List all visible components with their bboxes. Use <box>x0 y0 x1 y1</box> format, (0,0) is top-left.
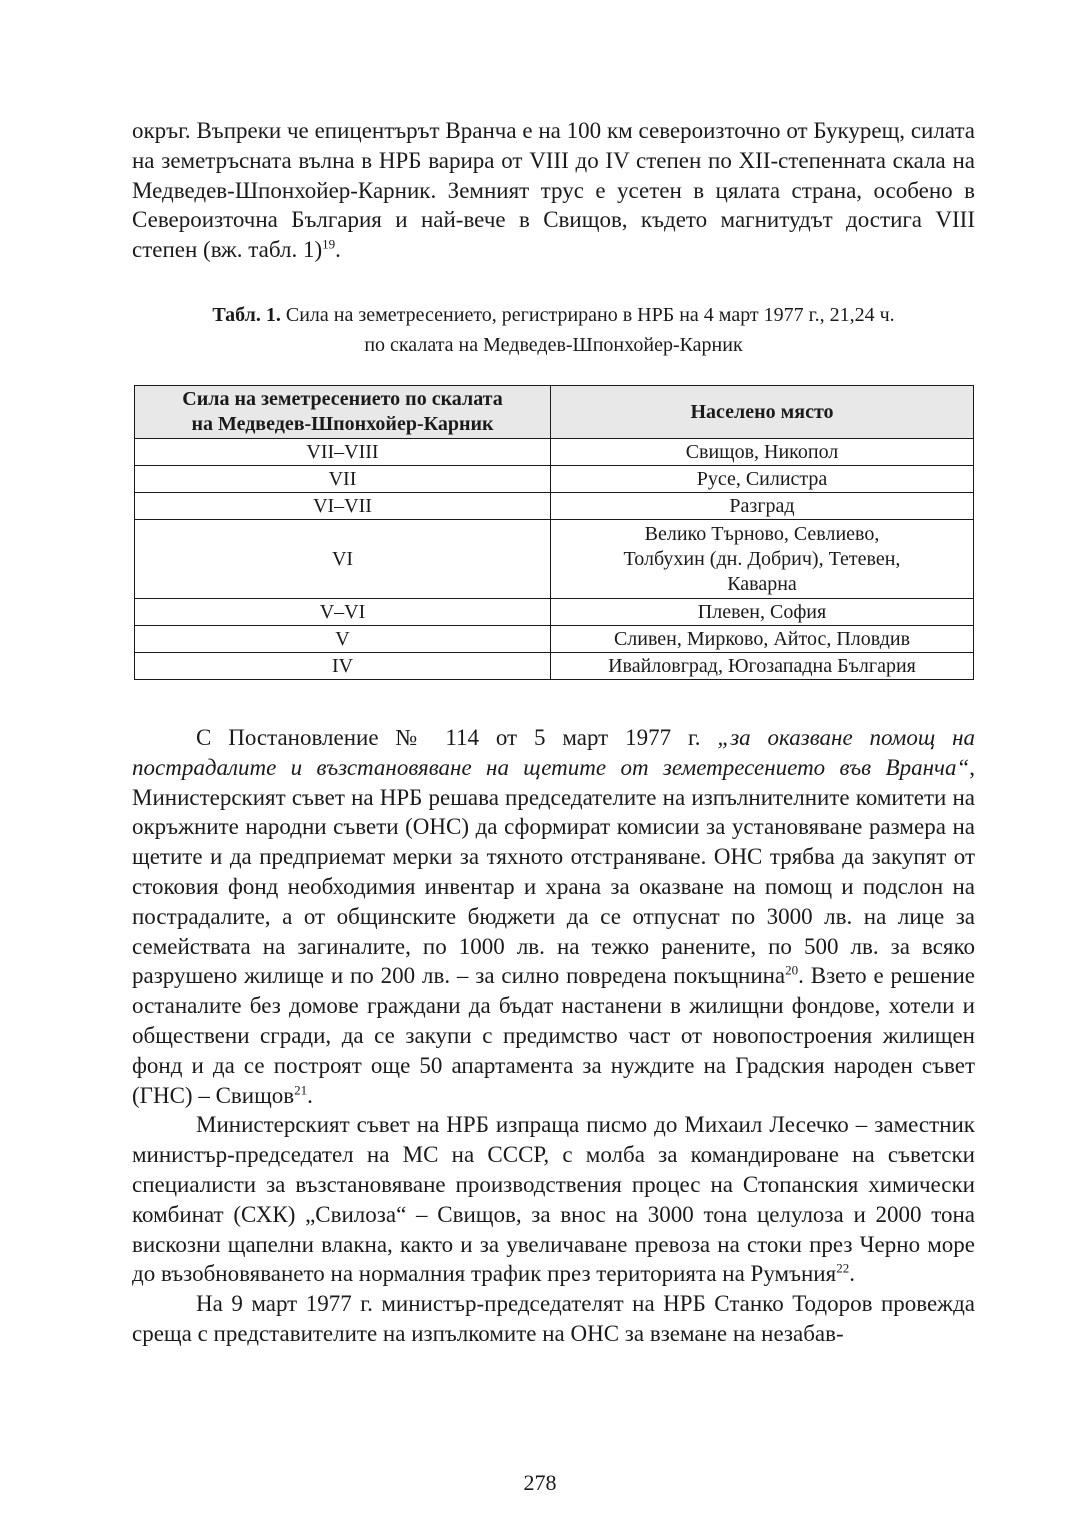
cell-intensity: VI <box>135 520 551 599</box>
caption-label: Табл. 1. <box>212 304 281 326</box>
paragraph-end: . <box>849 1261 855 1287</box>
paragraph-letter <box>132 1110 975 1289</box>
caption-line-2: по скалата на Медведев-Шпонхойер-Карник <box>364 334 743 356</box>
paragraph-text: Министерският съвет на НРБ изпраща писмо до Михаил Лесечко – заместник министър-председател на МС на СССР, с молба за командироване на съветски специалисти за възстановяване производствения процес на Стопанския химически комбинат (СХК) „Свилоза“ – Свищов, за внос на 3000 тона целулоза и 2000 тона вискозни щапелни влакна, както и за увеличаване превоза на стоки през Черно море до възобновяването на нормалния трафик през територията на Румъния <box>132 1112 975 1287</box>
cell-place-line-2: Толбухин (дн. Добрич), Тетевен, <box>623 547 901 570</box>
header-intensity-line-1: Сила на земетресението по скалата <box>182 388 503 410</box>
table-header-row <box>135 386 974 439</box>
paragraph-end: . <box>335 237 341 263</box>
cell-intensity: VII–VIII <box>135 439 551 466</box>
table-row <box>135 466 974 493</box>
cell-place-line-1: Велико Търново, Севлиево, <box>644 522 880 545</box>
footnote-ref[interactable]: 20 <box>785 962 799 978</box>
cell-place: Сливен, Мирково, Айтос, Пловдив <box>551 626 974 653</box>
caption-title: Сила на земетресението, регистрирано в НРБ на 4 март 1977 г., 21,24 ч. <box>280 304 895 326</box>
intensity-table <box>134 385 974 680</box>
cell-intensity: IV <box>135 653 551 680</box>
cell-intensity: V–VI <box>135 599 551 626</box>
paragraph-meeting: На 9 март 1977 г. министър-председателят на НРБ Станко Тодоров провежда среща с представителите на изпълкомите на ОНС за вземане на незабав- <box>132 1291 975 1346</box>
table-row <box>135 626 974 653</box>
cell-place: Плевен, София <box>551 599 974 626</box>
decree-title: „за оказване помощ на пострадалите и възстановяване на щетите от земетресението във Вранча“ <box>132 725 975 780</box>
cell-place: Разград <box>551 493 974 520</box>
paragraph-text: С Постановление № 114 от 5 март 1977 г. <box>196 725 718 750</box>
paragraph-intro <box>132 116 975 265</box>
cell-intensity: VII <box>135 466 551 493</box>
paragraph-text: , Министерският съвет на НРБ решава председателите на изпълнителните комитети на окръжните народни съвети (ОНС) да сформират комисии за установяване размера на щетите и да предприемат мерки за тяхното отстраняване. ОНС трябва да закупят от стоковия фонд необходимия инвентар и храна за оказване на помощ и подслон на пострадалите, а от общинските бюджети да се отпуснат по 3000 лв. на лице за семействата на загиналите, по 1000 лв. на тежко ранените, по 500 лв. за всяко разрушено жилище и по 200 лв. – за силно повредена покъщнина <box>132 754 975 989</box>
page-number: 278 <box>523 1470 557 1495</box>
header-intensity-line-2: на Медведев-Шпонхойер-Карник <box>191 413 494 435</box>
table-row <box>135 520 974 599</box>
table-row <box>135 493 974 520</box>
cell-intensity: VI–VII <box>135 493 551 520</box>
footnote-ref[interactable]: 22 <box>836 1260 850 1276</box>
cell-intensity: V <box>135 626 551 653</box>
paragraph-decree <box>132 723 975 1110</box>
cell-place: Русе, Силистра <box>551 466 974 493</box>
table-row <box>135 599 974 626</box>
table-caption <box>132 300 975 360</box>
paragraph-text: . Взето е решение останалите без домове граждани да бъдат настанени в жилищни фондове, хотели и обществени сгради, да се закупи с предимство част от новопостроения жилищен фонд и да се построят още 50 апартамента за нуждите на Градския народен съвет (ГНС) – Свищов <box>132 963 976 1108</box>
cell-place <box>551 520 974 599</box>
paragraph-text: окръг. Въпреки че епицентърът Вранча е на 100 км североизточно от Букурещ, силата на земетръсната вълна в НРБ варира от VIII до IV степен по XII-степенната скала на Медведев-Шпонхойер-Карник. Земният трус е усетен в цялата страна, особено в Североизточна България и най-вече в Свищов, където магнитудът достига VIII степен (вж. табл. 1) <box>132 118 975 263</box>
caption-line-1 <box>132 300 975 330</box>
body-text <box>132 723 975 1349</box>
footnote-ref[interactable]: 21 <box>294 1081 308 1097</box>
cell-place: Свищов, Никопол <box>551 439 974 466</box>
table-row <box>135 439 974 466</box>
cell-place-line-3: Каварна <box>727 572 797 595</box>
footnote-ref[interactable]: 19 <box>322 236 336 252</box>
paragraph-end: . <box>307 1082 313 1108</box>
header-intensity <box>135 386 551 439</box>
table-row <box>135 653 974 680</box>
cell-place: Ивайловград, Югозападна България <box>551 653 974 680</box>
header-place: Населено място <box>551 386 974 439</box>
